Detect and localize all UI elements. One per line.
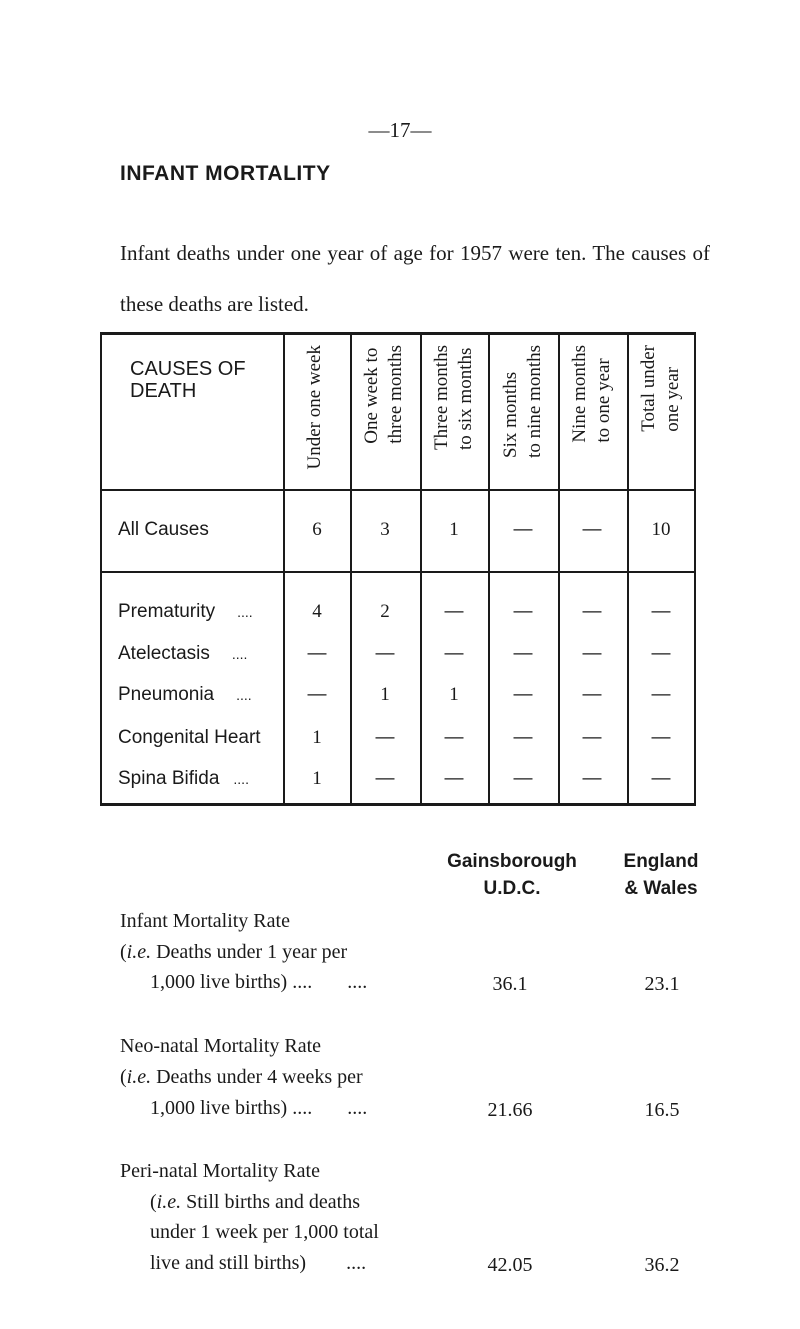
table-cell: — (513, 684, 533, 705)
table-cell: — (444, 727, 464, 748)
rate-definition: (i.e. Still births and deaths (150, 1191, 360, 1213)
gainsborough-header: Gainsborough (447, 851, 577, 872)
table-border-right (694, 332, 696, 806)
table-cell: — (582, 601, 602, 622)
column-header: Total under one year (638, 345, 683, 432)
column-header: Three months to six months (431, 345, 476, 451)
row-label: Congenital Heart (118, 727, 261, 748)
table-cell: 10 (651, 519, 671, 540)
table-cell: — (444, 601, 464, 622)
england-value: 23.1 (644, 973, 680, 995)
column-header: Six months to nine months (500, 345, 545, 458)
rate-definition: (i.e. Deaths under 1 year per (120, 941, 348, 963)
england-value: 16.5 (644, 1099, 680, 1121)
table-border-left (100, 332, 102, 806)
rate-title: Neo-natal Mortality Rate (120, 1035, 322, 1057)
table-border-bottom (100, 803, 696, 806)
rate-definition: under 1 week per 1,000 total (150, 1221, 379, 1243)
header-rule (102, 489, 694, 491)
table-cell: — (307, 684, 327, 705)
rate-definition: 1,000 live births) .... .... (150, 1097, 368, 1119)
table-cell: — (582, 643, 602, 664)
table-cell: 1 (449, 519, 459, 540)
table-cell: 1 (312, 768, 322, 789)
rate-title: Peri-natal Mortality Rate (120, 1160, 320, 1182)
table-cell: — (375, 643, 395, 664)
table-cell: — (582, 519, 602, 540)
column-header: Nine months to one year (569, 345, 614, 443)
row-label: Atelectasis .... (118, 643, 248, 664)
rate-definition: (i.e. Deaths under 4 weeks per (120, 1066, 363, 1088)
intro-paragraph: Infant deaths under one year of age for 1957 were ten. The causes of these deaths are listed. (120, 241, 710, 316)
rate-title: Infant Mortality Rate (120, 910, 290, 932)
table-cell: — (651, 727, 671, 748)
row-label: Pneumonia .... (118, 684, 252, 705)
rate-definition: live and still births) .... (150, 1252, 367, 1274)
row-label: Spina Bifida .... (118, 768, 249, 789)
section-title: INFANT MORTALITY (120, 162, 331, 185)
table-cell: 4 (312, 601, 322, 622)
column-header: Under one week (304, 345, 325, 470)
table-cell: — (513, 727, 533, 748)
table-cell: — (651, 601, 671, 622)
table-cell: 3 (380, 519, 390, 540)
table-cell: 1 (380, 684, 390, 705)
page-number: —17— (368, 118, 432, 142)
england-value: 36.2 (644, 1254, 680, 1276)
table-cell: — (513, 768, 533, 789)
rate-definition: 1,000 live births) .... .... (150, 971, 368, 993)
column-header: One week to three months (361, 345, 406, 444)
row-label: All Causes (118, 519, 209, 540)
table-cell: — (444, 768, 464, 789)
england-header: England (623, 851, 699, 872)
table-cell: — (582, 768, 602, 789)
table-cell: — (513, 643, 533, 664)
table-cell: — (375, 768, 395, 789)
row-label: Prematurity .... (118, 601, 253, 622)
table-cell: — (651, 643, 671, 664)
table-cell: — (513, 519, 533, 540)
table-cell: — (582, 727, 602, 748)
table-cell: — (651, 684, 671, 705)
gainsborough-value: 42.05 (487, 1254, 533, 1276)
table-border-top (100, 332, 696, 335)
gainsborough-value: 36.1 (492, 973, 528, 995)
table-cell: 1 (449, 684, 459, 705)
gainsborough-value: 21.66 (487, 1099, 533, 1121)
table-cell: — (651, 768, 671, 789)
table-cell: — (582, 684, 602, 705)
table-cell: — (444, 643, 464, 664)
table-cell: 1 (312, 727, 322, 748)
england-subheader: & Wales (624, 878, 698, 899)
all-causes-rule (102, 571, 694, 573)
table-cell: — (513, 601, 533, 622)
table-cell: 6 (312, 519, 322, 540)
table-cell: 2 (380, 601, 390, 622)
gainsborough-subheader: U.D.C. (483, 878, 541, 899)
table-cell: — (307, 643, 327, 664)
table-cell: — (375, 727, 395, 748)
causes-header: CAUSES OF DEATH (130, 358, 246, 402)
